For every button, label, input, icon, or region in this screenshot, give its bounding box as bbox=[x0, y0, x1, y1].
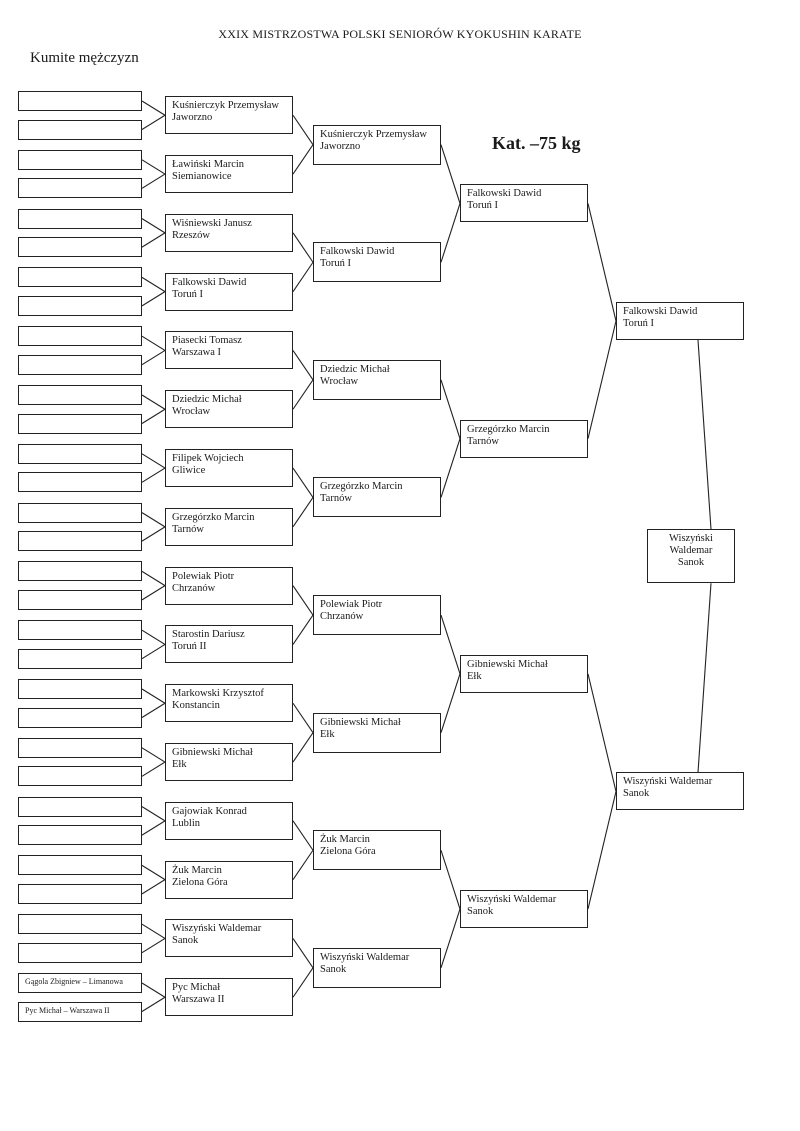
competitor-box-round1 bbox=[165, 214, 293, 252]
connector-line bbox=[441, 674, 460, 733]
connector-line bbox=[142, 748, 165, 762]
connector-line bbox=[142, 924, 165, 938]
competitor-box-round2 bbox=[313, 360, 441, 400]
entry-slot bbox=[18, 385, 142, 405]
connector-line bbox=[142, 571, 165, 585]
competitor-box-quarterfinal bbox=[460, 184, 588, 222]
connector-line bbox=[293, 380, 313, 409]
competitor-box-round1 bbox=[165, 273, 293, 311]
entry-slot bbox=[18, 797, 142, 817]
connector-line bbox=[142, 689, 165, 703]
competitor-line: Rzeszów bbox=[172, 229, 210, 241]
competitor-box-round1 bbox=[165, 508, 293, 546]
competitor-line: Toruń II bbox=[172, 641, 207, 653]
connector-line bbox=[588, 203, 616, 321]
competitor-line: Lublin bbox=[172, 817, 200, 829]
entry-slot bbox=[18, 825, 142, 845]
connector-line bbox=[293, 233, 313, 262]
competitor-line: Żuk Marcin bbox=[320, 834, 370, 846]
competitor-box-round1 bbox=[165, 919, 293, 957]
competitor-line: Sanok bbox=[172, 935, 199, 947]
entry-slot bbox=[18, 679, 142, 699]
competitor-line: Markowski Krzysztof bbox=[172, 688, 264, 700]
competitor-line: Gliwice bbox=[172, 465, 206, 477]
connector-line bbox=[142, 277, 165, 291]
connector-line bbox=[293, 850, 313, 879]
connector-line bbox=[142, 644, 165, 658]
competitor-line: Polewiak Piotr bbox=[320, 599, 383, 611]
competitor-line: Sanok bbox=[467, 906, 494, 918]
connector-line bbox=[142, 703, 165, 717]
connector-line bbox=[142, 468, 165, 482]
connector-line bbox=[293, 968, 313, 997]
event-subtitle: Kumite mężczyzn bbox=[30, 50, 139, 66]
competitor-line: Waldemar bbox=[669, 545, 713, 557]
connector-line bbox=[142, 762, 165, 776]
competitor-box-round2 bbox=[313, 242, 441, 282]
connector-line bbox=[142, 219, 165, 233]
connector-line bbox=[441, 380, 460, 439]
competitor-line: Falkowski Dawid bbox=[172, 276, 247, 288]
connector-line bbox=[588, 674, 616, 792]
competitor-line: Gibniewski Michał bbox=[320, 716, 401, 728]
entry-slot bbox=[18, 649, 142, 669]
competitor-box-semifinal bbox=[616, 302, 744, 340]
competitor-line: Grzegórzko Marcin bbox=[320, 481, 403, 493]
entry-slot bbox=[18, 326, 142, 346]
connector-line bbox=[142, 630, 165, 644]
competitor-line: Falkowski Dawid bbox=[467, 188, 542, 200]
connector-line bbox=[293, 615, 313, 644]
connector-line bbox=[293, 733, 313, 762]
competitor-box-round1 bbox=[165, 96, 293, 134]
competitor-line: Ławiński Marcin bbox=[172, 159, 245, 171]
competitor-line: Dziedzic Michał bbox=[320, 363, 390, 375]
entry-slot bbox=[18, 444, 142, 464]
competitor-line: Wiszyński Waldemar bbox=[172, 923, 262, 935]
entry-slot bbox=[18, 590, 142, 610]
competitor-line: Filipek Wojciech bbox=[172, 453, 244, 465]
competitor-line: Starostin Dariusz bbox=[172, 629, 245, 641]
connector-line bbox=[142, 350, 165, 364]
competitor-line: Warszawa I bbox=[172, 347, 221, 359]
entry-slot bbox=[18, 973, 142, 993]
competitor-box-round1 bbox=[165, 390, 293, 428]
competitor-box-round1 bbox=[165, 449, 293, 487]
connector-line bbox=[293, 350, 313, 379]
connector-line bbox=[142, 160, 165, 174]
competitor-line: Siemianowice bbox=[172, 171, 232, 183]
connector-line bbox=[142, 527, 165, 541]
connector-line bbox=[441, 203, 460, 262]
champion-box bbox=[647, 529, 735, 583]
competitor-line: Zielona Góra bbox=[320, 846, 376, 858]
connector-line bbox=[142, 880, 165, 894]
competitor-line: Tarnów bbox=[320, 493, 352, 505]
weight-category: Kat. –75 kg bbox=[492, 133, 581, 153]
competitor-line: Warszawa II bbox=[172, 994, 225, 1006]
competitor-line: Polewiak Piotr bbox=[172, 570, 235, 582]
connector-line bbox=[142, 807, 165, 821]
connector-line bbox=[142, 454, 165, 468]
entry-slot bbox=[18, 178, 142, 198]
competitor-line: Konstancin bbox=[172, 700, 220, 712]
entry-slot bbox=[18, 708, 142, 728]
connector-line bbox=[142, 101, 165, 115]
competitor-line: Żuk Marcin bbox=[172, 864, 222, 876]
competitor-box-round1 bbox=[165, 331, 293, 369]
entry-slot bbox=[18, 503, 142, 523]
competitor-line: Sanok bbox=[677, 557, 705, 569]
competitor-line: Gibniewski Michał bbox=[467, 658, 548, 670]
connector-line bbox=[441, 439, 460, 498]
competitor-line: Ełk bbox=[172, 759, 187, 771]
competitor-box-quarterfinal bbox=[460, 890, 588, 928]
connector-line bbox=[698, 583, 711, 772]
competitor-line: Toruń I bbox=[623, 318, 655, 330]
competitor-box-round1 bbox=[165, 567, 293, 605]
connector-line bbox=[142, 233, 165, 247]
connector-line bbox=[441, 850, 460, 909]
entry-slot bbox=[18, 943, 142, 963]
competitor-line: Jaworzno bbox=[320, 140, 361, 152]
connector-line bbox=[142, 821, 165, 835]
competitor-box-round2 bbox=[313, 830, 441, 870]
competitor-box-round1 bbox=[165, 625, 293, 663]
connector-line bbox=[293, 468, 313, 497]
entry-slot bbox=[18, 531, 142, 551]
competitor-line: Toruń I bbox=[172, 288, 204, 300]
entry-slot bbox=[18, 884, 142, 904]
connector-line bbox=[142, 983, 165, 997]
connector-line bbox=[142, 174, 165, 188]
competitor-line: Ełk bbox=[320, 728, 335, 740]
competitor-line: Wiszyński Waldemar bbox=[320, 951, 410, 963]
connector-line bbox=[698, 340, 711, 529]
competitor-line: Wiszyński Waldemar bbox=[623, 776, 713, 788]
competitor-box-round1 bbox=[165, 155, 293, 193]
connector-line bbox=[588, 321, 616, 439]
entry-slot bbox=[18, 150, 142, 170]
competitor-box-semifinal bbox=[616, 772, 744, 810]
connector-line bbox=[293, 497, 313, 526]
entry-slot bbox=[18, 561, 142, 581]
competitor-box-round1 bbox=[165, 743, 293, 781]
connector-line bbox=[142, 865, 165, 879]
competitor-box-round2 bbox=[313, 595, 441, 635]
competitor-line: Pyc Michał – Warszawa II bbox=[25, 1005, 110, 1015]
competitor-line: Wiszyński bbox=[669, 533, 713, 545]
competitor-line: Gajowiak Konrad bbox=[172, 805, 247, 817]
competitor-box-round2 bbox=[313, 125, 441, 165]
competitor-box-round1 bbox=[165, 802, 293, 840]
connector-line bbox=[293, 145, 313, 174]
competitor-line: Sanok bbox=[320, 963, 347, 975]
entry-slot bbox=[18, 472, 142, 492]
competitor-box-round1 bbox=[165, 861, 293, 899]
competitor-line: Gągola Zbigniew – Limanowa bbox=[25, 977, 123, 986]
connector-line bbox=[142, 336, 165, 350]
entry-slot bbox=[18, 914, 142, 934]
competitor-line: Falkowski Dawid bbox=[623, 306, 698, 318]
competitor-line: Pyc Michał bbox=[172, 982, 221, 994]
competitor-line: Wiszyński Waldemar bbox=[467, 894, 557, 906]
connector-line bbox=[142, 938, 165, 952]
entry-slot bbox=[18, 855, 142, 875]
competitor-box-round1 bbox=[165, 978, 293, 1016]
entry-slot bbox=[18, 620, 142, 640]
connector-line bbox=[293, 115, 313, 144]
entry-slot bbox=[18, 237, 142, 257]
entry-slot bbox=[18, 738, 142, 758]
connector-line bbox=[293, 586, 313, 615]
entry-slot bbox=[18, 296, 142, 316]
connector-line bbox=[293, 938, 313, 967]
competitor-line: Wiśniewski Janusz bbox=[172, 217, 252, 229]
competitor-line: Jaworzno bbox=[172, 112, 213, 124]
connector-line bbox=[142, 409, 165, 423]
competitor-box-quarterfinal bbox=[460, 420, 588, 458]
competitor-box-round2 bbox=[313, 477, 441, 517]
connector-line bbox=[142, 292, 165, 306]
competitor-line: Ełk bbox=[467, 670, 482, 682]
connector-line bbox=[441, 615, 460, 674]
connector-line bbox=[142, 115, 165, 129]
competitor-line: Chrzanów bbox=[172, 582, 216, 594]
competitor-line: Kuśnierczyk Przemysław bbox=[172, 100, 280, 112]
competitor-box-round1 bbox=[165, 684, 293, 722]
competitor-line: Zielona Góra bbox=[172, 876, 228, 888]
entry-slot bbox=[18, 355, 142, 375]
connector-line bbox=[293, 262, 313, 291]
connector-line bbox=[142, 513, 165, 527]
entry-slot bbox=[18, 1002, 142, 1022]
competitor-box-round2 bbox=[313, 713, 441, 753]
entry-slot bbox=[18, 414, 142, 434]
entry-slot bbox=[18, 267, 142, 287]
tournament-title: XXIX MISTRZOSTWA POLSKI SENIORÓW KYOKUSHIN KARATE bbox=[218, 27, 582, 41]
entry-slot bbox=[18, 91, 142, 111]
competitor-box-quarterfinal bbox=[460, 655, 588, 693]
connector-line bbox=[588, 791, 616, 909]
competitor-line: Toruń I bbox=[467, 200, 499, 212]
entry-slot bbox=[18, 766, 142, 786]
competitor-box-round2 bbox=[313, 948, 441, 988]
competitor-line: Falkowski Dawid bbox=[320, 246, 395, 258]
connector-line bbox=[441, 909, 460, 968]
competitor-line: Tarnów bbox=[467, 435, 499, 447]
competitor-line: Sanok bbox=[623, 788, 650, 800]
connector-line bbox=[293, 703, 313, 732]
competitor-line: Dziedzic Michał bbox=[172, 394, 242, 406]
competitor-line: Grzegórzko Marcin bbox=[467, 423, 550, 435]
competitor-line: Chrzanów bbox=[320, 611, 364, 623]
competitor-line: Grzegórzko Marcin bbox=[172, 511, 255, 523]
competitor-line: Tarnów bbox=[172, 523, 204, 535]
competitor-line: Toruń I bbox=[320, 258, 352, 270]
connector-line bbox=[142, 997, 165, 1011]
competitor-line: Wrocław bbox=[172, 406, 211, 418]
connector-line bbox=[441, 145, 460, 204]
connector-line bbox=[293, 821, 313, 850]
entry-slot bbox=[18, 209, 142, 229]
competitor-line: Wrocław bbox=[320, 375, 359, 387]
competitor-line: Gibniewski Michał bbox=[172, 747, 253, 759]
connector-line bbox=[142, 395, 165, 409]
entry-slot bbox=[18, 120, 142, 140]
connector-line bbox=[142, 586, 165, 600]
competitor-line: Kuśnierczyk Przemysław bbox=[320, 128, 428, 140]
competitor-line: Piasecki Tomasz bbox=[172, 335, 242, 347]
